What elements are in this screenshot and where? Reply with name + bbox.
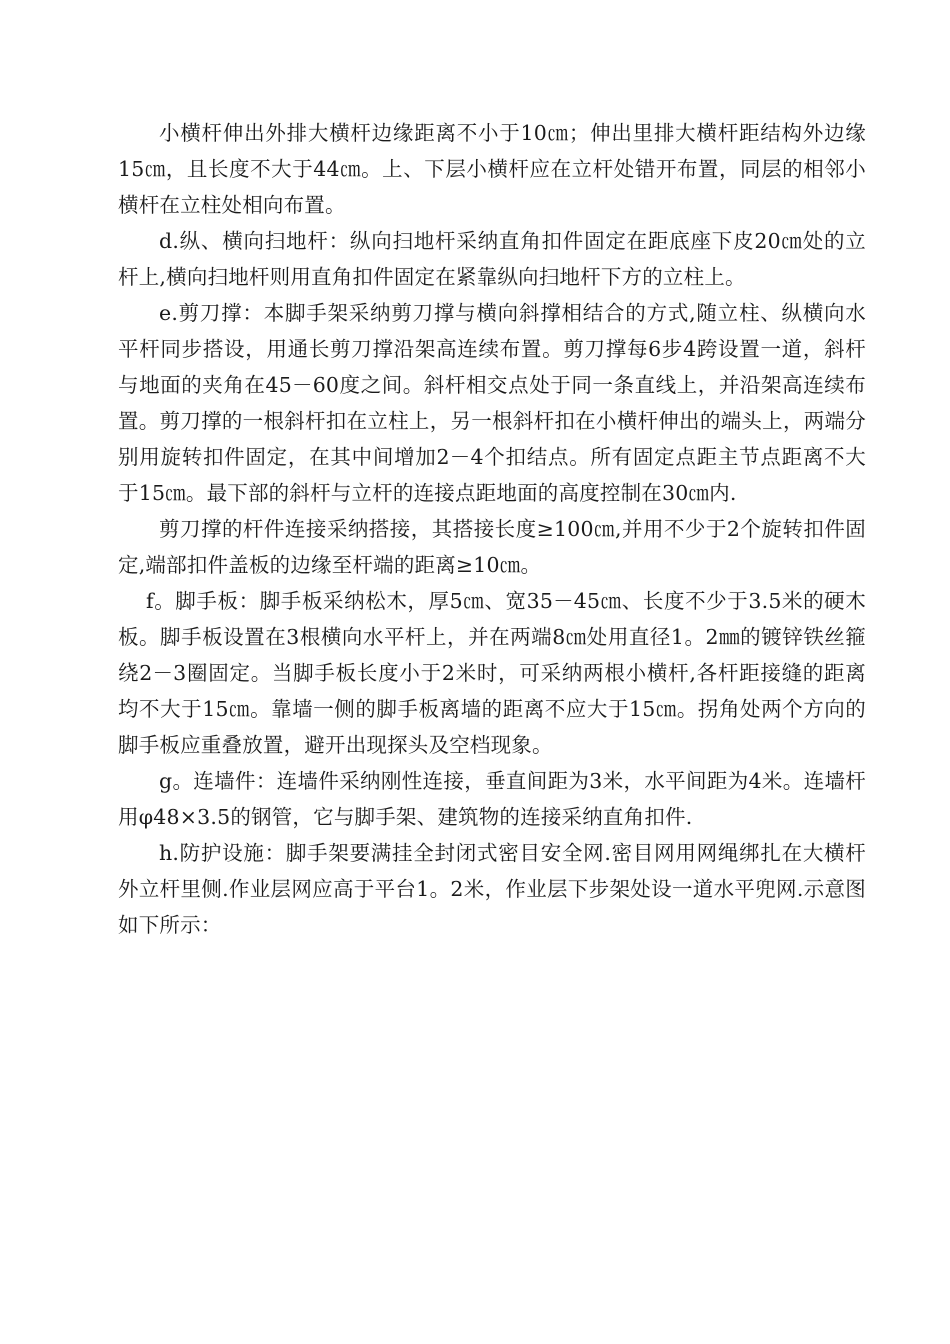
paragraph-scissor-brace-connection: 剪刀撑的杆件连接采纳搭接，其搭接长度≥100㎝,并用不少于2个旋转扣件固定,端部扣件盖板的边缘至杆端的距离≥10㎝。 xyxy=(118,517,866,577)
paragraph-scaffold-board: f。脚手板：脚手板采纳松木，厚5㎝、宽35－45㎝、长度不少于3.5米的硬木板。脚手板设置在3根横向水平杆上，并在两端8㎝处用直径1。2㎜的镀锌铁丝箍绕2－3圈固定。当脚手板长度小于2米时，可采纳两根小横杆,各杆距接缝的距离均不大于15㎝。靠墙一侧的脚手板离墙的距离不应大于15㎝。拐角处两个方向的脚手板应重叠放置，避开出现探头及空档现象。 xyxy=(118,589,866,757)
paragraph-scissor-brace: e.剪刀撑：本脚手架采纳剪刀撑与横向斜撑相结合的方式,随立柱、纵横向水平杆同步搭设，用通长剪刀撑沿架高连续布置。剪刀撑每6步4跨设置一道，斜杆与地面的夹角在45－60度之间。斜杆相交点处于同一条直线上，并沿架高连续布置。剪刀撑的一根斜杆扣在立柱上，另一根斜杆扣在小横杆伸出的端头上，两端分别用旋转扣件固定，在其中间增加2－4个扣结点。所有固定点距主节点距离不大于15㎝。最下部的斜杆与立杆的连接点距地面的高度控制在30㎝内. xyxy=(118,301,866,505)
paragraph-protection: h.防护设施：脚手架要满挂全封闭式密目安全网.密目网用网绳绑扎在大横杆外立杆里侧.作业层网应高于平台1。2米，作业层下步架处设一道水平兜网.示意图如下所示： xyxy=(118,841,866,937)
paragraph-sweep-bar: d.纵、横向扫地杆：纵向扫地杆采纳直角扣件固定在距底座下皮20㎝处的立杆上,横向扫地杆则用直角扣件固定在紧靠纵向扫地杆下方的立柱上。 xyxy=(118,229,866,289)
document-body xyxy=(118,115,866,943)
paragraph-small-crossbar: 小横杆伸出外排大横杆边缘距离不小于10㎝；伸出里排大横杆距结构外边缘15㎝，且长度不大于44㎝。上、下层小横杆应在立杆处错开布置，同层的相邻小横杆在立柱处相向布置。 xyxy=(118,121,866,217)
paragraph-wall-tie: g。连墙件：连墙件采纳刚性连接，垂直间距为3米，水平间距为4米。连墙杆用φ48×3.5的钢管，它与脚手架、建筑物的连接采纳直角扣件. xyxy=(118,769,866,829)
